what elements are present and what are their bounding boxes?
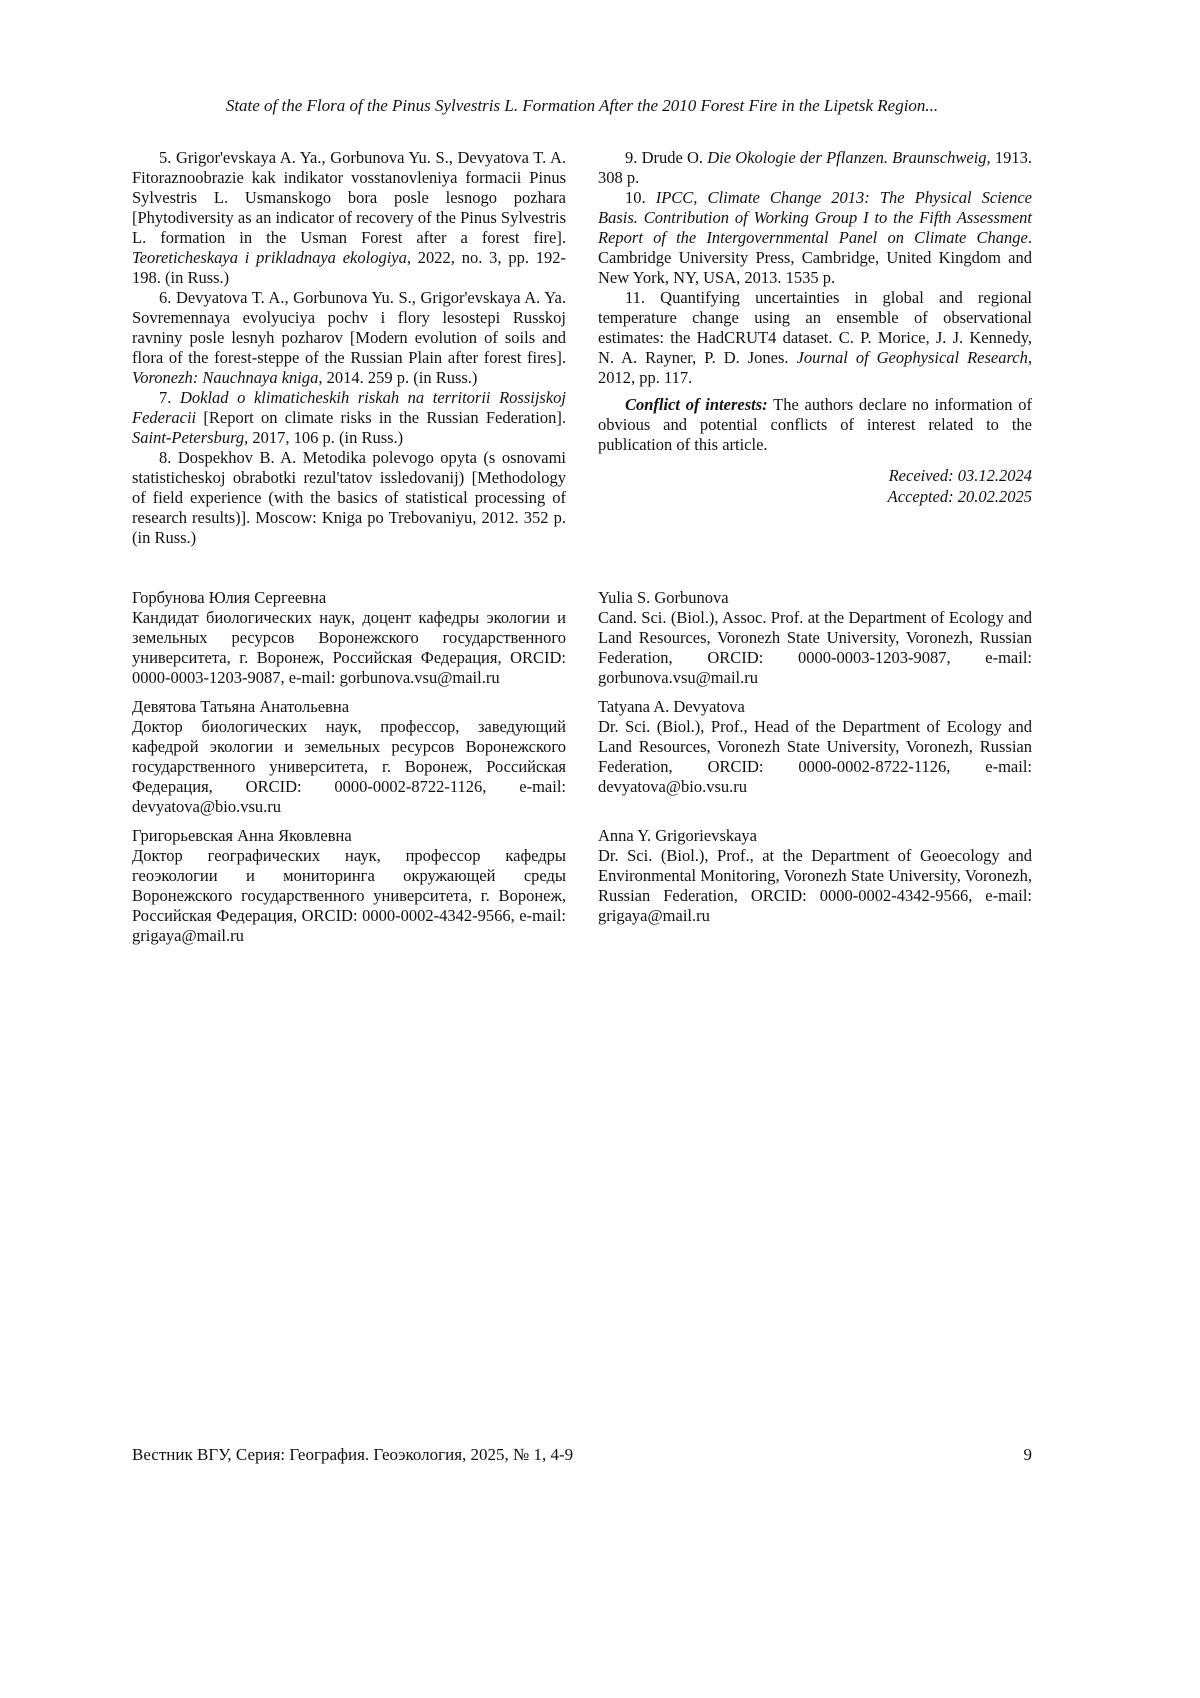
reference-11 bbox=[598, 288, 1032, 388]
conflict-label: Conflict of interests: bbox=[625, 395, 768, 414]
author-2-ru bbox=[132, 697, 566, 817]
authors-section bbox=[132, 588, 1032, 946]
author-3-ru-info: Доктор географических наук, профессор кафедры геоэкологии и мониторинга окружающей среды Воронежского государственного университета, г. Воронеж, Российская Федерация, ORCID: 0000-0002-4342-9566, e-mail: grigaya@mail.ru bbox=[132, 846, 566, 945]
author-2-ru-info: Доктор биологических наук, профессор, заведующий кафедрой экологии и земельных ресурсов Воронежского государственного университета, г. Воронеж, Российская Федерация, ORCID: 0000-0002-8722-1126, e-mail: devyatova@bio.vsu.ru bbox=[132, 717, 566, 816]
running-title: State of the Flora of the Pinus Sylvestris L. Formation After the 2010 Forest Fire in the Lipetsk Region... bbox=[225, 96, 939, 115]
accepted-date: Accepted: 20.02.2025 bbox=[887, 487, 1032, 506]
page-content bbox=[132, 96, 1032, 946]
reference-10-title: IPCC, Climate Change 2013: The Physical Science Basis. Contribution of Working Group I to the Fifth Assessment Report of the Intergovernmental Panel on Climate Change bbox=[598, 188, 1032, 247]
reference-5-text: 5. Grigor'evskaya A. Ya., Gorbunova Yu. S., Devyatova T. A. Fitoraznoobrazie kak indikator vosstanovleniya formacii Pinus Sylvestris L. Usmanskogo bora posle lesnogo pozhara [Phytodiversity as an indicator of recovery of the Pinus Sylvestris L. formation in the Usman Forest after a forest fire]. bbox=[132, 148, 566, 247]
reference-5 bbox=[132, 148, 566, 288]
left-column bbox=[132, 148, 566, 548]
author-2-en-name: Tatyana A. Devyatova bbox=[598, 697, 745, 716]
journal-footer-line: Вестник ВГУ, Серия: География. Геоэкология, 2025, № 1, 4-9 bbox=[132, 1445, 574, 1464]
reference-9-tail: 1913. 308 p. bbox=[598, 148, 1033, 187]
reference-5-source-title: Teoreticheskaya i prikladnaya ekologiya bbox=[132, 248, 407, 267]
author-3-ru-name: Григорьевская Анна Яковлевна bbox=[132, 826, 352, 845]
author-1-en bbox=[598, 588, 1032, 688]
reference-8-text: 8. Dospekhov B. A. Metodika polevogo opyta (s osnovami statisticheskoj obrabotki rezul'tatov issledovanij) [Methodology of field experience (with the basics of statistical processing of research results)]. Moscow: Kniga po Trebovaniyu, 2012. 352 p. (in Russ.) bbox=[132, 448, 566, 547]
reference-7-number: 7. bbox=[159, 388, 180, 407]
reference-7 bbox=[132, 388, 566, 448]
references-columns bbox=[132, 148, 1032, 548]
reference-6-source-title: Voronezh: Nauchnaya kniga bbox=[132, 368, 319, 387]
author-3-en bbox=[598, 826, 1032, 946]
conflict-of-interests bbox=[598, 395, 1032, 455]
author-1-en-name: Yulia S. Gorbunova bbox=[598, 588, 729, 607]
reference-11-text: 11. Quantifying uncertainties in global and regional temperature change using an ensemble of observational estimates: the HadCRUT4 dataset. C. P. Morice, J. J. Kennedy, N. A. Rayner, P. D. Jones. bbox=[598, 288, 1032, 367]
reference-9-author: 9. Drude O. bbox=[625, 148, 708, 167]
reference-7-translation: [Report on climate risks in the Russian Federation]. bbox=[196, 408, 566, 427]
author-1-en-info: Cand. Sci. (Biol.), Assoc. Prof. at the Department of Ecology and Land Resources, Voronezh State University, Voronezh, Russian Federation, ORCID: 0000-0003-1203-9087, e-mail: gorbunova.vsu@mail.ru bbox=[598, 608, 1032, 687]
author-3-en-name: Anna Y. Grigorievskaya bbox=[598, 826, 758, 845]
reference-6-tail: , 2014. 259 p. (in Russ.) bbox=[318, 368, 478, 387]
reference-7-tail: , 2017, 106 p. (in Russ.) bbox=[244, 428, 404, 447]
author-1-ru-name: Горбунова Юлия Сергеевна bbox=[132, 588, 327, 607]
reference-11-journal: Journal of Geophysical Research bbox=[796, 348, 1028, 367]
page-number: 9 bbox=[1023, 1445, 1032, 1464]
reference-7-title: Doklad o klimaticheskih riskah na territorii Rossijskoj Federacii bbox=[132, 388, 567, 427]
article-dates bbox=[598, 465, 1032, 507]
author-1-ru bbox=[132, 588, 566, 688]
author-2-en-info: Dr. Sci. (Biol.), Prof., Head of the Department of Ecology and Land Resources, Voronezh State University, Voronezh, Russian Federation, ORCID: 0000-0002-8722-1126, e-mail: devyatova@bio.vsu.ru bbox=[598, 717, 1032, 796]
page-footer bbox=[132, 1445, 1032, 1465]
author-3-en-info: Dr. Sci. (Biol.), Prof., at the Department of Geoecology and Environmental Monitoring, Voronezh State University, Voronezh, Russian Federation, ORCID: 0000-0002-4342-9566, e-mail: grigaya@mail.ru bbox=[598, 846, 1032, 925]
reference-8 bbox=[132, 448, 566, 548]
right-column bbox=[598, 148, 1032, 507]
reference-7-place: Saint-Petersburg bbox=[132, 428, 245, 447]
reference-6 bbox=[132, 288, 566, 388]
reference-11-tail: , 2012, pp. 117. bbox=[598, 348, 1032, 387]
reference-9-title: Die Okologie der Pflanzen. Braunschweig, bbox=[707, 148, 991, 167]
reference-10-number: 10. bbox=[625, 188, 656, 207]
author-3-ru bbox=[132, 826, 566, 946]
conflict-text: The authors declare no information of obvious and potential conflicts of interest related to the publication of this article. bbox=[598, 395, 1032, 454]
received-date: Received: 03.12.2024 bbox=[888, 466, 1032, 485]
author-1-ru-info: Кандидат биологических наук, доцент кафедры экологии и земельных ресурсов Воронежского государственного университета, г. Воронеж, Российская Федерация, ORCID: 0000-0003-1203-9087, e-mail: gorbunova.vsu@mail.ru bbox=[132, 608, 566, 687]
reference-5-tail: , 2022, no. 3, pp. 192-198. (in Russ.) bbox=[132, 248, 566, 287]
reference-6-text: 6. Devyatova T. A., Gorbunova Yu. S., Grigor'evskaya A. Ya. Sovremennaya evolyuciya pochv i flory lesostepi Russkoj ravniny posle lesnyh pozharov [Modern evolution of soils and flora of the forest-steppe of the Russian Plain after forest fires]. bbox=[132, 288, 566, 367]
author-2-en bbox=[598, 697, 1032, 817]
reference-9 bbox=[598, 148, 1032, 188]
reference-10 bbox=[598, 188, 1032, 288]
reference-10-tail: . Cambridge University Press, Cambridge, United Kingdom and New York, NY, USA, 2013. 1535 p. bbox=[598, 228, 1032, 287]
author-2-ru-name: Девятова Татьяна Анатольевна bbox=[132, 697, 350, 716]
